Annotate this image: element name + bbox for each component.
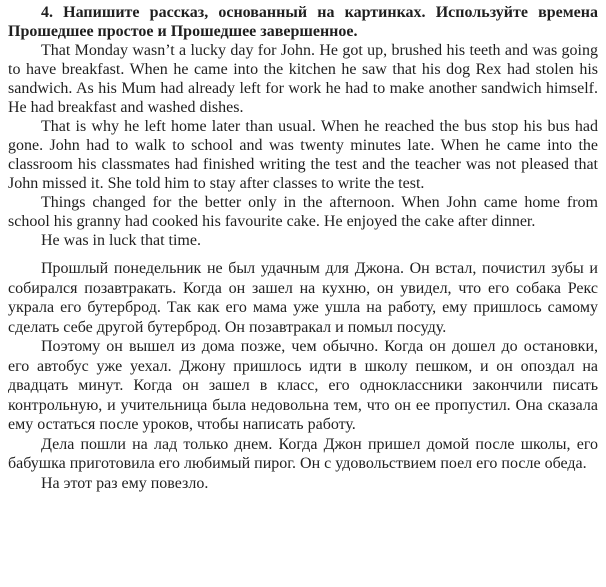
russian-paragraph-3: Дела пошли на лад только днем. Когда Джон пришел домой после школы, его бабушка приготовила его любимый пирог. Он с удовольствием поел его после обеда. <box>8 435 598 472</box>
russian-paragraph-1: Прошлый понедельник не был удачным для Джона. Он встал, почистил зубы и собирался позавтракать. Когда он зашел на кухню, он увидел, что его собака Рекс украла его бутерброд. Так как его мама уже ушла на работу, ему пришлось самому сделать себе другой бутерброд. Он позавтракал и помыл посуду. <box>8 260 598 336</box>
english-paragraph-2: That is why he left home later than usual. When he reached the bus stop his bus had gone. John had to walk to school and was twenty minutes late. When he came into the classroom his classmates had finished writing the test and the teacher was not pleased that John missed it. She told him to stay after classes to write the test. <box>8 118 598 192</box>
russian-paragraph-4: На этот раз ему повезло. <box>41 474 209 492</box>
russian-paragraph-2: Поэтому он вышел из дома позже, чем обычно. Когда он дошел до остановки, его автобус уже уехал. Джону пришлось идти в школу пешком, и он опоздал на двадцать минут. Когда он зашел в класс, его одноклассники закончили писать контрольную, и учительница была недовольна тем, что он ее пропустил. Она сказала ему остаться после уроков, чтобы написать работу. <box>8 338 598 433</box>
english-paragraph-4: He was in luck that time. <box>41 232 201 249</box>
english-paragraph-3: Things changed for the better only in the afternoon. When John came home from school his granny had cooked his favourite cake. He enjoyed the cake after dinner. <box>8 194 598 230</box>
task-heading: 4. Напишите рассказ, основанный на картинках. Используйте времена Прошедшее простое и Прошедшее завершенное. <box>8 4 598 40</box>
english-paragraph-1: That Monday wasn’t a lucky day for John. He got up, brushed his teeth and was going to have breakfast. When he came into the kitchen he saw that his dog Rex had stolen his sandwich. As his Mum had already left for work he had to make another sandwich himself. He had breakfast and washed dishes. <box>8 42 598 116</box>
